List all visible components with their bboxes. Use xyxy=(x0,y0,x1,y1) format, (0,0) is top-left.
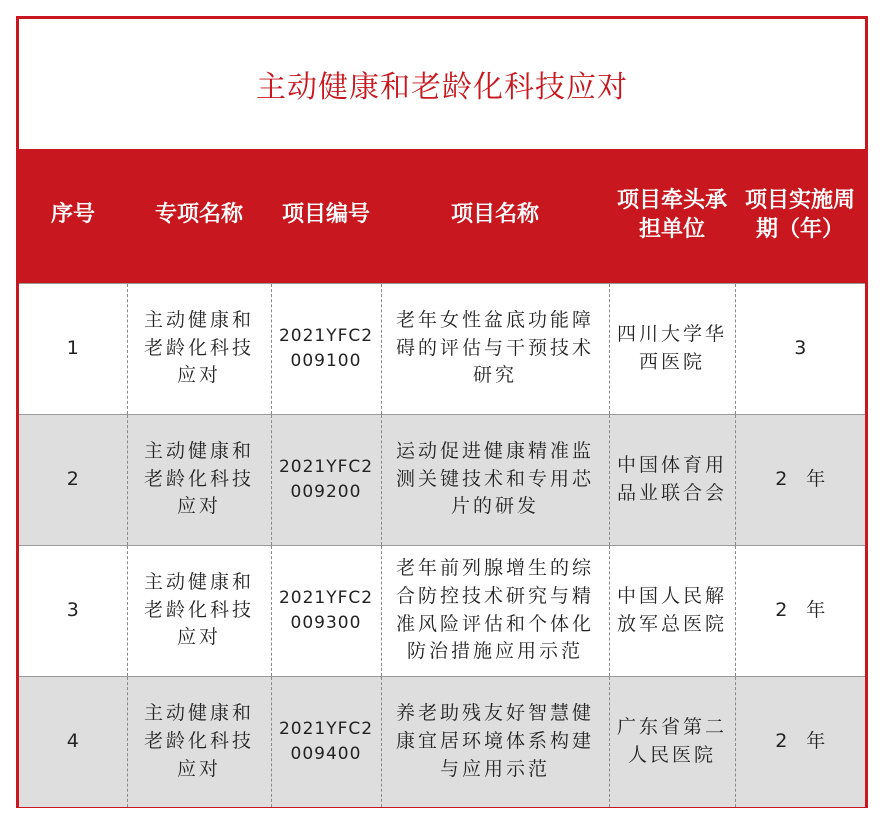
cell-period: 2 年 xyxy=(735,545,865,676)
cell-index: 3 xyxy=(19,545,127,676)
header-period: 项目实施周期（年） xyxy=(744,188,855,242)
cell-program: 主动健康和老龄化科技应对 xyxy=(127,283,271,414)
header-code: 项目编号 xyxy=(281,202,370,228)
table-row xyxy=(19,283,865,414)
cell-unit: 中国体育用品业联合会 xyxy=(609,414,735,545)
cell-code: 2021YFC2009300 xyxy=(271,545,381,676)
header-index: 序号 xyxy=(50,202,95,228)
cell-code: 2021YFC2009200 xyxy=(271,414,381,545)
cell-index: 1 xyxy=(19,283,127,414)
cell-program: 主动健康和老龄化科技应对 xyxy=(127,545,271,676)
cell-name: 老年前列腺增生的综合防控技术研究与精准风险评估和个体化防治措施应用示范 xyxy=(381,545,609,676)
table-row xyxy=(19,414,865,545)
header-name: 项目名称 xyxy=(450,202,539,228)
project-table xyxy=(19,149,865,807)
cell-index: 2 xyxy=(19,414,127,545)
cell-unit: 广东省第二人民医院 xyxy=(609,676,735,807)
cell-name: 运动促进健康精准监测关键技术和专用芯片的研发 xyxy=(381,414,609,545)
cell-period: 2 年 xyxy=(735,676,865,807)
table-frame xyxy=(16,16,868,808)
cell-program: 主动健康和老龄化科技应对 xyxy=(127,414,271,545)
title-bar xyxy=(19,19,865,149)
cell-name: 养老助残友好智慧健康宜居环境体系构建与应用示范 xyxy=(381,676,609,807)
cell-program: 主动健康和老龄化科技应对 xyxy=(127,676,271,807)
cell-period: 3 xyxy=(735,283,865,414)
page-title: 主动健康和老龄化科技应对 xyxy=(256,70,628,105)
table-header-row xyxy=(19,149,865,283)
header-unit: 项目牵头承担单位 xyxy=(616,188,727,242)
header-program: 专项名称 xyxy=(154,202,243,228)
cell-code: 2021YFC2009100 xyxy=(271,283,381,414)
table-row xyxy=(19,676,865,807)
cell-unit: 四川大学华西医院 xyxy=(609,283,735,414)
cell-period: 2 年 xyxy=(735,414,865,545)
cell-code: 2021YFC2009400 xyxy=(271,676,381,807)
cell-name: 老年女性盆底功能障碍的评估与干预技术研究 xyxy=(381,283,609,414)
table-row xyxy=(19,545,865,676)
cell-index: 4 xyxy=(19,676,127,807)
cell-unit: 中国人民解放军总医院 xyxy=(609,545,735,676)
